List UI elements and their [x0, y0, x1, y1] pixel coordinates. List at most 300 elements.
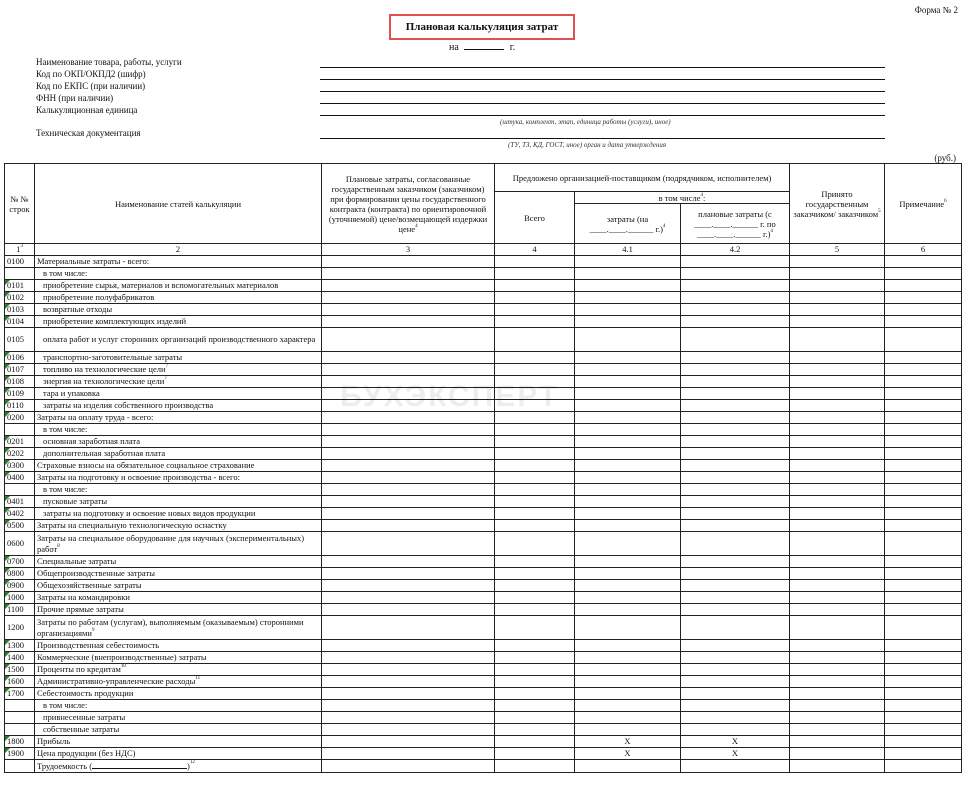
value-cell[interactable] — [790, 724, 885, 736]
table-row — [5, 664, 962, 676]
value-cell[interactable] — [322, 508, 495, 520]
column-numbers-row — [5, 244, 962, 256]
value-cell[interactable] — [495, 256, 575, 268]
value-cell[interactable] — [322, 460, 495, 472]
value-cell[interactable] — [790, 316, 885, 328]
value-cell[interactable] — [575, 424, 681, 436]
value-cell[interactable] — [575, 724, 681, 736]
subtitle — [449, 40, 515, 53]
col-plan-costs-header: плановые затраты (с ____.____.______ г. по ____.____.______ г.)$^4$ — [681, 204, 790, 244]
value-cell[interactable] — [322, 640, 495, 652]
value-cell[interactable] — [322, 664, 495, 676]
value-cell[interactable] — [885, 532, 962, 556]
value-cell[interactable] — [575, 604, 681, 616]
value-cell[interactable] — [322, 292, 495, 304]
row-code: 0105 — [5, 328, 35, 352]
value-cell[interactable] — [575, 640, 681, 652]
value-cell[interactable] — [322, 712, 495, 724]
value-cell[interactable] — [322, 496, 495, 508]
value-cell[interactable] — [790, 364, 885, 376]
value-cell[interactable] — [575, 472, 681, 484]
value-cell[interactable] — [681, 280, 790, 292]
value-cell[interactable] — [322, 580, 495, 592]
value-cell[interactable] — [790, 304, 885, 316]
value-cell[interactable] — [790, 652, 885, 664]
value-cell[interactable] — [322, 376, 495, 388]
value-cell[interactable] — [575, 712, 681, 724]
header-field-line[interactable] — [320, 91, 885, 92]
value-cell[interactable] — [495, 352, 575, 364]
value-cell[interactable] — [575, 376, 681, 388]
value-cell[interactable] — [575, 676, 681, 688]
value-cell[interactable] — [790, 712, 885, 724]
table-row — [5, 568, 962, 580]
table-row — [5, 280, 962, 292]
value-cell[interactable] — [790, 448, 885, 460]
value-cell[interactable] — [681, 292, 790, 304]
value-cell[interactable] — [322, 532, 495, 556]
value-cell[interactable] — [322, 736, 495, 748]
value-cell[interactable] — [495, 400, 575, 412]
header-field-line[interactable] — [320, 115, 885, 116]
value-cell[interactable] — [322, 748, 495, 760]
value-cell[interactable] — [322, 280, 495, 292]
col-name-header: Наименование статей калькуляции — [35, 164, 322, 244]
row-name: транспортно-заготовительные затраты — [35, 352, 322, 364]
value-cell[interactable] — [681, 580, 790, 592]
value-cell[interactable] — [322, 364, 495, 376]
value-cell[interactable] — [681, 304, 790, 316]
value-cell[interactable] — [885, 448, 962, 460]
value-cell[interactable] — [885, 736, 962, 748]
value-cell[interactable] — [681, 568, 790, 580]
value-cell[interactable] — [885, 436, 962, 448]
value-cell[interactable] — [495, 580, 575, 592]
value-cell[interactable] — [681, 448, 790, 460]
value-cell[interactable] — [495, 616, 575, 640]
value-cell[interactable] — [790, 688, 885, 700]
value-cell[interactable] — [885, 388, 962, 400]
value-cell[interactable] — [495, 712, 575, 724]
value-cell[interactable] — [322, 652, 495, 664]
value-cell[interactable] — [495, 592, 575, 604]
value-cell[interactable] — [575, 484, 681, 496]
value-cell[interactable] — [681, 712, 790, 724]
value-cell[interactable] — [575, 580, 681, 592]
row-code: 1700 — [5, 688, 35, 700]
value-cell[interactable] — [790, 496, 885, 508]
row-name: Себестоимость продукции — [35, 688, 322, 700]
value-cell[interactable] — [885, 328, 962, 352]
value-cell[interactable] — [885, 676, 962, 688]
value-cell[interactable] — [790, 700, 885, 712]
value-cell[interactable] — [575, 280, 681, 292]
value-cell[interactable] — [681, 652, 790, 664]
value-cell[interactable] — [495, 316, 575, 328]
value-cell[interactable] — [885, 460, 962, 472]
value-cell[interactable] — [575, 700, 681, 712]
row-name: привнесенные затраты — [35, 712, 322, 724]
table-row — [5, 472, 962, 484]
column-number-cell: 4.1 — [575, 244, 681, 256]
value-cell[interactable] — [790, 388, 885, 400]
value-cell[interactable] — [790, 664, 885, 676]
value-cell[interactable] — [495, 640, 575, 652]
value-cell[interactable] — [322, 724, 495, 736]
value-cell[interactable] — [495, 652, 575, 664]
value-cell[interactable] — [322, 256, 495, 268]
value-cell[interactable] — [495, 688, 575, 700]
value-cell[interactable] — [495, 460, 575, 472]
header-field-line[interactable] — [320, 67, 885, 68]
value-cell[interactable] — [790, 568, 885, 580]
value-cell[interactable] — [885, 508, 962, 520]
value-cell[interactable] — [322, 616, 495, 640]
row-name: Прибыль — [35, 736, 322, 748]
value-cell[interactable] — [681, 364, 790, 376]
value-cell[interactable] — [885, 400, 962, 412]
value-cell[interactable] — [681, 388, 790, 400]
value-cell[interactable] — [790, 508, 885, 520]
value-cell[interactable] — [885, 256, 962, 268]
value-cell[interactable] — [885, 580, 962, 592]
value-cell[interactable] — [790, 268, 885, 280]
value-cell[interactable] — [790, 640, 885, 652]
value-cell[interactable] — [575, 520, 681, 532]
value-cell[interactable]: X — [575, 736, 681, 748]
value-cell[interactable] — [495, 496, 575, 508]
value-cell[interactable] — [575, 400, 681, 412]
value-cell[interactable] — [575, 436, 681, 448]
value-cell[interactable] — [681, 640, 790, 652]
value-cell[interactable] — [495, 748, 575, 760]
table-row — [5, 412, 962, 424]
value-cell[interactable] — [575, 364, 681, 376]
value-cell[interactable] — [495, 604, 575, 616]
value-cell[interactable] — [495, 412, 575, 424]
value-cell[interactable] — [322, 436, 495, 448]
value-cell[interactable] — [681, 484, 790, 496]
value-cell[interactable]: X — [681, 736, 790, 748]
value-cell[interactable] — [681, 700, 790, 712]
row-name: Затраты на специальное оборудование для научных (экспериментальных) работ$^8$ — [35, 532, 322, 556]
value-cell[interactable] — [575, 556, 681, 568]
value-cell[interactable] — [322, 592, 495, 604]
value-cell[interactable] — [885, 724, 962, 736]
value-cell[interactable] — [790, 472, 885, 484]
value-cell[interactable] — [322, 760, 495, 773]
value-cell[interactable] — [322, 448, 495, 460]
row-flag-icon — [5, 556, 10, 561]
value-cell[interactable] — [495, 472, 575, 484]
value-cell[interactable] — [495, 724, 575, 736]
value-cell[interactable] — [790, 280, 885, 292]
value-cell[interactable] — [575, 352, 681, 364]
value-cell[interactable] — [681, 376, 790, 388]
value-cell[interactable]: X — [575, 748, 681, 760]
value-cell[interactable] — [885, 748, 962, 760]
value-cell[interactable] — [495, 556, 575, 568]
value-cell[interactable] — [495, 508, 575, 520]
row-name: приобретение сырья, материалов и вспомогательных материалов — [35, 280, 322, 292]
value-cell[interactable] — [575, 412, 681, 424]
row-flag-icon — [5, 520, 10, 525]
row-name: Общехозяйственные затраты — [35, 580, 322, 592]
value-cell[interactable] — [681, 436, 790, 448]
value-cell[interactable] — [495, 388, 575, 400]
row-code: 0110 — [5, 400, 35, 412]
row-name: тара и упаковка — [35, 388, 322, 400]
table-row — [5, 436, 962, 448]
value-cell[interactable] — [885, 760, 962, 773]
value-cell[interactable] — [681, 760, 790, 773]
value-cell[interactable] — [885, 592, 962, 604]
value-cell[interactable] — [322, 484, 495, 496]
value-cell[interactable] — [495, 760, 575, 773]
value-cell[interactable] — [322, 520, 495, 532]
value-cell[interactable] — [495, 676, 575, 688]
value-cell[interactable] — [575, 568, 681, 580]
value-cell[interactable] — [790, 556, 885, 568]
value-cell[interactable] — [681, 268, 790, 280]
year-blank[interactable] — [464, 40, 504, 50]
value-cell[interactable] — [790, 460, 885, 472]
value-cell[interactable] — [885, 496, 962, 508]
header-field-label: ФНН (при наличии) — [36, 93, 114, 103]
value-cell[interactable] — [495, 328, 575, 352]
value-cell[interactable] — [885, 304, 962, 316]
value-cell[interactable] — [885, 520, 962, 532]
table-row — [5, 532, 962, 556]
value-cell[interactable] — [790, 580, 885, 592]
value-cell[interactable] — [681, 352, 790, 364]
row-flag-icon — [5, 304, 10, 309]
value-cell[interactable] — [885, 712, 962, 724]
value-cell[interactable] — [575, 496, 681, 508]
value-cell[interactable] — [790, 424, 885, 436]
value-cell[interactable] — [885, 652, 962, 664]
value-cell[interactable] — [790, 328, 885, 352]
value-cell[interactable] — [322, 556, 495, 568]
value-cell[interactable] — [495, 364, 575, 376]
value-cell[interactable] — [575, 448, 681, 460]
value-cell[interactable] — [322, 688, 495, 700]
value-cell[interactable] — [681, 520, 790, 532]
value-cell[interactable] — [885, 700, 962, 712]
value-cell[interactable] — [790, 760, 885, 773]
value-cell[interactable] — [885, 376, 962, 388]
value-cell[interactable] — [885, 412, 962, 424]
value-cell[interactable] — [885, 472, 962, 484]
value-cell[interactable] — [681, 460, 790, 472]
value-cell[interactable] — [322, 568, 495, 580]
value-cell[interactable] — [885, 316, 962, 328]
value-cell[interactable] — [322, 700, 495, 712]
value-cell[interactable] — [495, 292, 575, 304]
value-cell[interactable] — [681, 724, 790, 736]
value-cell[interactable] — [575, 652, 681, 664]
value-cell[interactable] — [681, 592, 790, 604]
value-cell[interactable] — [322, 352, 495, 364]
value-cell[interactable] — [322, 412, 495, 424]
value-cell[interactable] — [575, 688, 681, 700]
value-cell[interactable] — [322, 388, 495, 400]
value-cell[interactable] — [681, 664, 790, 676]
value-cell[interactable] — [495, 532, 575, 556]
value-cell[interactable] — [790, 604, 885, 616]
value-cell[interactable] — [681, 328, 790, 352]
value-cell[interactable] — [575, 760, 681, 773]
value-cell[interactable] — [790, 748, 885, 760]
value-cell[interactable] — [681, 616, 790, 640]
header-field-line[interactable] — [320, 138, 885, 139]
value-cell[interactable] — [681, 400, 790, 412]
value-cell[interactable] — [495, 520, 575, 532]
value-cell[interactable] — [790, 592, 885, 604]
value-cell[interactable] — [681, 316, 790, 328]
value-cell[interactable] — [322, 424, 495, 436]
value-cell[interactable] — [322, 604, 495, 616]
form-number: Форма № 2 — [914, 5, 958, 15]
value-cell[interactable] — [681, 508, 790, 520]
labor-unit-blank[interactable] — [92, 760, 187, 769]
value-cell[interactable] — [322, 328, 495, 352]
header-field-line[interactable] — [320, 79, 885, 80]
row-flag-icon — [5, 316, 10, 321]
value-cell[interactable] — [495, 304, 575, 316]
value-cell[interactable] — [790, 532, 885, 556]
value-cell[interactable] — [575, 316, 681, 328]
value-cell[interactable] — [495, 568, 575, 580]
row-code — [5, 424, 35, 436]
value-cell[interactable] — [681, 556, 790, 568]
hint-docs: (ТУ, ТЗ, КД, ГОСТ, иное) орган и дата утверждения — [508, 141, 667, 149]
table-row — [5, 616, 962, 640]
value-cell[interactable] — [885, 292, 962, 304]
value-cell[interactable] — [885, 568, 962, 580]
value-cell[interactable] — [885, 640, 962, 652]
row-flag-icon — [5, 508, 10, 513]
value-cell[interactable] — [885, 664, 962, 676]
value-cell[interactable] — [790, 736, 885, 748]
value-cell[interactable] — [495, 424, 575, 436]
page-title: Плановая калькуляция затрат — [405, 21, 559, 33]
value-cell[interactable] — [495, 436, 575, 448]
value-cell[interactable] — [495, 736, 575, 748]
row-name: Затраты на командировки — [35, 592, 322, 604]
column-number-cell: 2 — [35, 244, 322, 256]
value-cell[interactable] — [575, 256, 681, 268]
value-cell[interactable] — [681, 532, 790, 556]
value-cell[interactable] — [575, 592, 681, 604]
value-cell[interactable] — [885, 556, 962, 568]
value-cell[interactable] — [885, 268, 962, 280]
value-cell[interactable] — [322, 316, 495, 328]
value-cell[interactable]: X — [681, 748, 790, 760]
value-cell[interactable] — [790, 484, 885, 496]
value-cell[interactable] — [575, 328, 681, 352]
value-cell[interactable] — [575, 388, 681, 400]
value-cell[interactable] — [495, 664, 575, 676]
row-code: 0800 — [5, 568, 35, 580]
value-cell[interactable] — [790, 400, 885, 412]
value-cell[interactable] — [790, 376, 885, 388]
value-cell[interactable] — [885, 364, 962, 376]
value-cell[interactable] — [885, 352, 962, 364]
value-cell[interactable] — [575, 268, 681, 280]
row-name: возвратные отходы — [35, 304, 322, 316]
row-name: оплата работ и услуг сторонних организаций производственного характера — [35, 328, 322, 352]
value-cell[interactable] — [790, 352, 885, 364]
row-name: Затраты на подготовку и освоение производства - всего: — [35, 472, 322, 484]
row-code — [5, 268, 35, 280]
value-cell[interactable] — [885, 484, 962, 496]
value-cell[interactable] — [575, 616, 681, 640]
value-cell[interactable] — [495, 484, 575, 496]
value-cell[interactable] — [495, 280, 575, 292]
value-cell[interactable] — [790, 256, 885, 268]
value-cell[interactable] — [575, 460, 681, 472]
value-cell[interactable] — [575, 508, 681, 520]
col-num-header: № № строк — [5, 164, 35, 244]
value-cell[interactable] — [681, 256, 790, 268]
value-cell[interactable] — [681, 604, 790, 616]
value-cell[interactable] — [322, 304, 495, 316]
value-cell[interactable] — [681, 496, 790, 508]
row-name: собственные затраты — [35, 724, 322, 736]
value-cell[interactable] — [790, 436, 885, 448]
table-body — [5, 256, 962, 773]
value-cell[interactable] — [885, 604, 962, 616]
header-field-label: Калькуляционная единица — [36, 105, 138, 115]
value-cell[interactable] — [575, 664, 681, 676]
row-name: Проценты по кредитам$^{10}$ — [35, 664, 322, 676]
row-flag-icon — [5, 676, 10, 681]
value-cell[interactable] — [681, 412, 790, 424]
value-cell[interactable] — [681, 688, 790, 700]
value-cell[interactable] — [790, 676, 885, 688]
value-cell[interactable] — [681, 472, 790, 484]
row-name: в том числе: — [35, 484, 322, 496]
value-cell[interactable] — [495, 376, 575, 388]
value-cell[interactable] — [322, 400, 495, 412]
value-cell[interactable] — [681, 424, 790, 436]
value-cell[interactable] — [495, 448, 575, 460]
value-cell[interactable] — [495, 700, 575, 712]
value-cell[interactable] — [575, 292, 681, 304]
value-cell[interactable] — [495, 268, 575, 280]
row-code: 1900 — [5, 748, 35, 760]
hint-unit: (штука, комплект, этап, единица работы (услуги), иное) — [500, 118, 671, 126]
value-cell[interactable] — [322, 268, 495, 280]
value-cell[interactable] — [790, 292, 885, 304]
value-cell[interactable] — [885, 424, 962, 436]
value-cell[interactable] — [681, 676, 790, 688]
value-cell[interactable] — [575, 532, 681, 556]
value-cell[interactable] — [575, 304, 681, 316]
value-cell[interactable] — [322, 676, 495, 688]
value-cell[interactable] — [790, 616, 885, 640]
header-field-line[interactable] — [320, 103, 885, 104]
value-cell[interactable] — [885, 280, 962, 292]
value-cell[interactable] — [885, 688, 962, 700]
value-cell[interactable] — [322, 472, 495, 484]
value-cell[interactable] — [790, 520, 885, 532]
value-cell[interactable] — [790, 412, 885, 424]
table-row — [5, 292, 962, 304]
row-code — [5, 724, 35, 736]
value-cell[interactable] — [885, 616, 962, 640]
